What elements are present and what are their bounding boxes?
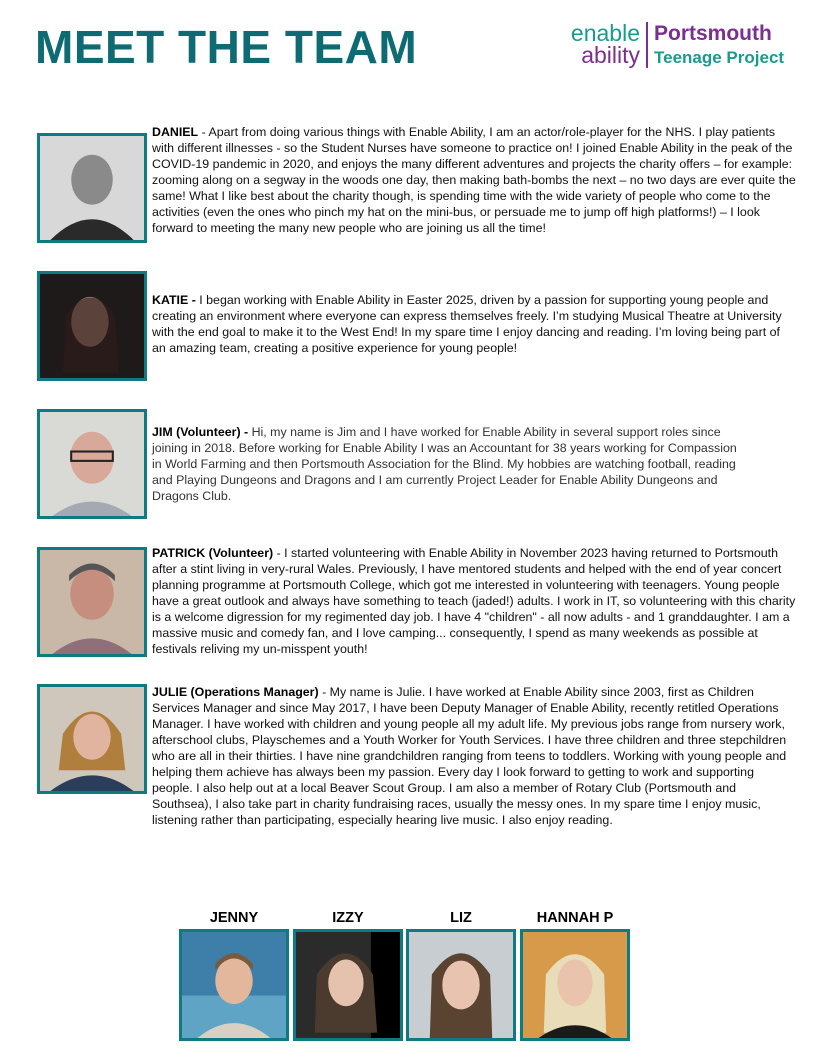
logo-portsmouth-text: Portsmouth [654,22,772,45]
member-bio-patrick: PATRICK (Volunteer) - I started volunteering with Enable Ability in November 2023 having returned to Portsmouth after a stint living in very-rural Wales. Previously, I have mentored students and helped with the end of year concert planning programme at Portsmouth College, which got me interested in volunteering with teenagers. Young people have a great outlook and always have something to teach (jaded!) adults. I work in IT, so volunteering with this charity is a welcome digression for my regimented day job. I have 4 "children" - all now adults - and 1 granddaughter. I am a massive music and comedy fan, and I love camping... consequently, I spend as many weekends as possible at festivals reliving my un-misspent youth! [152,546,796,656]
team-photo-hannah-p [520,929,630,1041]
member-bio-jim: JIM (Volunteer) - Hi, my name is Jim and I have worked for Enable Ability in several support roles since joining in 2018. Before working for Enable Ability I was an Accountant for 38 years working for Compassion in World Farming and then Portsmouth Association for the Blind. My hobbies are watching football, reading and Playing Dungeons and Dragons and I am currently Project Leader for Enable Ability Dungeons and Dragons Club. [152,425,737,503]
member-photo-katie [37,271,147,381]
member-bio-julie: JULIE (Operations Manager) - My name is Julie. I have worked at Enable Ability since 2003, first as Children Services Manager and since May 2017, I have been Deputy Manager of Enable Ability, recently retitled Operations Manager. I have worked with children and young people all my adult life. My previous jobs range from nursery work, afterschool clubs, Playschemes and a Youth Worker for Youth Services. I have three children and three stepchildren who are all in their thirties. I have nine grandchildren ranging from teens to toddlers. Working with young people and helping them achieve has always been my passion. Every day I look forward to getting to work and supporting people. I also help out at a local Beaver Scout Group. I am also a member of Rotary Club (Portsmouth and Southsea), I also take part in charity fundraising races, usually the messy ones. In my spare time I enjoy music, listening rather than participating, especially hearing live music. I also enjoy reading. [152,685,787,827]
member-photo-julie [37,684,147,794]
team-photo-liz [406,929,516,1041]
enable-ability-logo [568,20,800,72]
team-name-liz: LIZ [450,910,472,926]
team-photo-izzy [293,929,403,1041]
logo-enable-text: enable [570,20,640,46]
team-name-izzy: IZZY [332,910,364,926]
member-photo-patrick [37,547,147,657]
team-name-jenny: JENNY [209,910,259,926]
member-bio-katie: KATIE - I began working with Enable Ability in Easter 2025, driven by a passion for supporting young people and creating an environment where everyone can express themselves freely. I’m studying Musical Theatre at University with the end goal to make it to the West End! In my spare time I enjoy dancing and reading. I’m loving being part of an amazing team, creating a positive experience for young people! [152,293,782,355]
logo-divider [646,22,648,68]
member-photo-daniel [37,133,147,243]
logo-ability-text: ability [581,42,640,68]
team-photo-jenny [179,929,289,1041]
member-photo-jim [37,409,147,519]
team-name-hannah-p: HANNAH P [536,910,614,926]
logo-teenage-project-text: Teenage Project [654,48,785,67]
page-title: MEET THE TEAM [35,21,418,73]
member-bio-daniel: DANIEL - Apart from doing various things with Enable Ability, I am an actor/role-player for the NHS. I play patients with different illnesses - so the Student Nurses have someone to practice on! I joined Enable Ability in the peak of the COVID-19 pandemic in 2020, and enjoys the many different adventures and projects the charity offers – for example: zooming along on a segway in the woods one day, then making bath-bombs the next – no two days are ever quite the same! What I like best about the charity though, is spending time with the wide variety of people who come to the activities (even the ones who pinch my hat on the mini-bus, or persuade me to jump off high platforms!) – I look forward to meeting the many new people who are joining us all the time! [152,125,796,235]
